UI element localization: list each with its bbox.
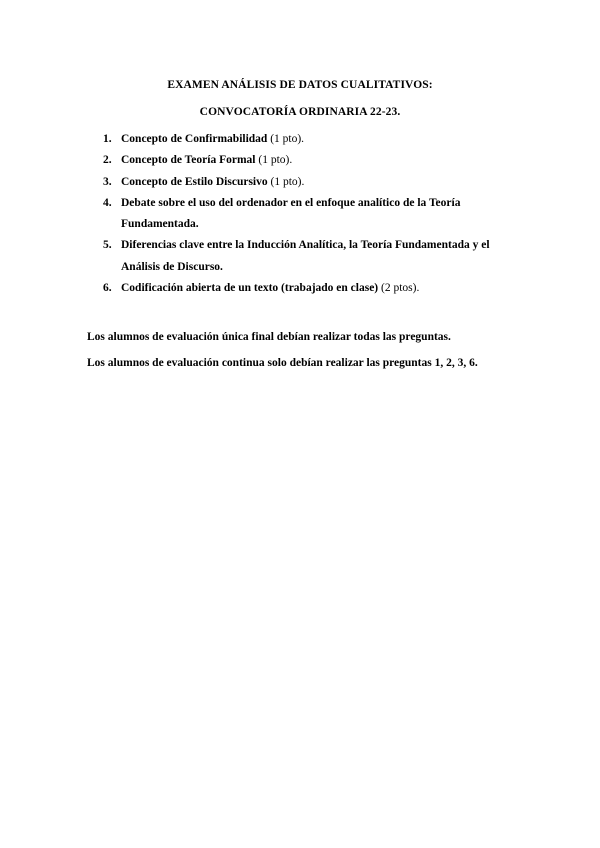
question-list [0, 129, 600, 299]
question-points: (1 pto). [255, 154, 293, 167]
question-6 [0, 278, 521, 299]
note-final-evaluation: Los alumnos de evaluación única final debían realizar todas las preguntas. [87, 331, 451, 343]
question-3 [0, 172, 521, 193]
exam-title: EXAMEN ANÁLISIS DE DATOS CUALITATIVOS: [167, 79, 433, 91]
exam-subtitle: CONVOCATORÍA ORDINARIA 22-23. [199, 106, 401, 118]
question-number: 2. [103, 154, 112, 167]
question-points: (1 pto). [267, 133, 305, 145]
note-continuous-evaluation: Los alumnos de evaluación continua solo debían realizar las preguntas 1, 2, 3, 6. [87, 357, 478, 369]
question-text: Debate sobre el uso del ordenador en el enfoque analítico de la Teoría Fundamentada. [121, 196, 461, 231]
question-text: Diferencias clave entre la Inducción Analítica, la Teoría Fundamentada y el Análisis de Discurso. [121, 239, 490, 273]
question-number: 4. [103, 196, 112, 209]
question-text: Concepto de Teoría Formal [121, 154, 256, 167]
question-text: Concepto de Estilo Discursivo [121, 175, 268, 188]
question-number: 5. [103, 239, 112, 252]
question-number: 3. [103, 175, 112, 188]
question-1 [0, 129, 521, 150]
question-2 [0, 150, 521, 171]
question-text: Concepto de Confirmabilidad [121, 133, 268, 145]
question-points: (2 ptos). [378, 282, 420, 295]
question-points: (1 pto). [267, 175, 305, 188]
question-number: 6. [103, 282, 112, 295]
question-text: Codificación abierta de un texto (trabajado en clase) [121, 282, 379, 295]
question-4 [0, 193, 521, 236]
question-5 [0, 235, 521, 278]
question-number: 1. [103, 133, 112, 145]
